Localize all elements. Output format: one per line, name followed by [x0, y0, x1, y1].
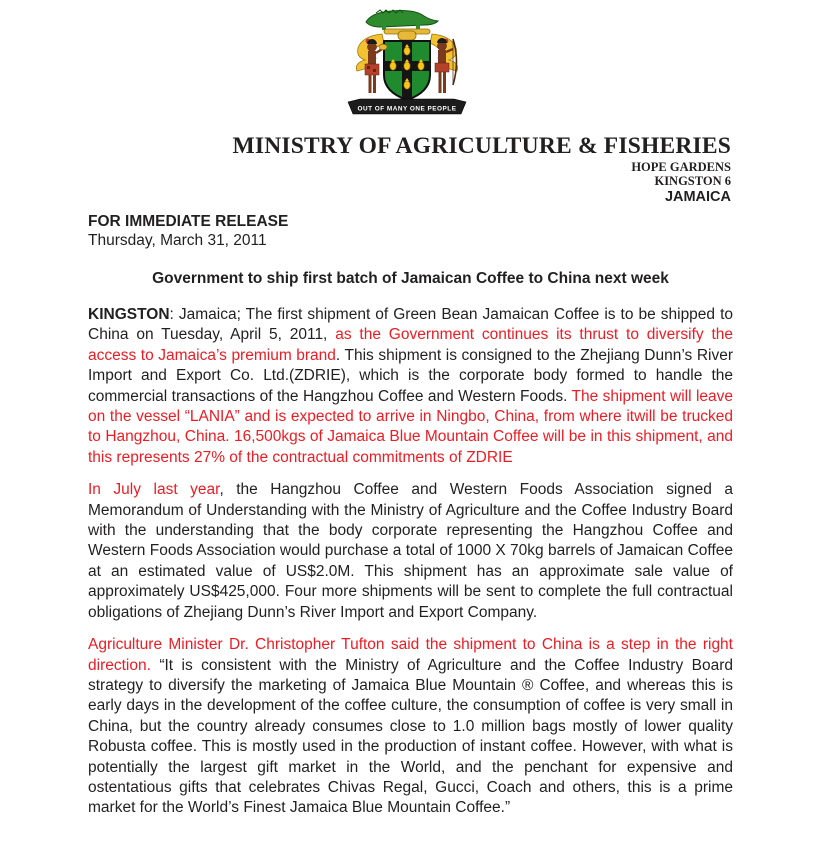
p1-run-1: : Jamaica; The first shipment of Green Bean Jamaican Coffee is to be shipped to China on Tuesday, April 5, 2011,	[88, 306, 733, 344]
headline: Government to ship first batch of Jamaican Coffee to China next week	[152, 270, 669, 287]
release-date: Thursday, March 31, 2011	[88, 232, 267, 249]
address-line-1: HOPE GARDENS	[631, 160, 731, 174]
motto-text: OUT OF MANY ONE PEOPLE	[357, 105, 456, 113]
jamaica-coat-of-arms-icon	[332, 5, 482, 117]
dateline-city: KINGSTON	[88, 306, 170, 323]
coat-of-arms-logo	[0, 0, 813, 117]
p1-run-3: . This shipment is consigned to the Zhejiang Dunn’s River Import and Export Co. Ltd.(ZDRIE), which is the corporate body formed to handle the commercial transactions of the Hangzhou Coffee and Western Foods.	[88, 346, 733, 405]
paragraph-minister-quote	[88, 635, 733, 819]
ministry-title: MINISTRY OF AGRICULTURE & FISHERIES	[232, 133, 731, 159]
paragraph-kingston	[88, 305, 733, 468]
release-meta	[88, 212, 733, 250]
p3-run-0-red: Agriculture Minister Dr. Christopher Tufton said the shipment to China is a step in the right direction.	[88, 636, 733, 674]
paragraph-mou	[88, 480, 733, 623]
p1-run-4-red: The shipment will leave on the vessel “LANIA” and is expected to arrive in Ningbo, China, from where itwill be trucked to Hangzhou, China. 16,500kgs of Jamaica Blue Mountain Coffee will be in this shipment, and this represents 27% of the contractual commitments of ZDRIE	[88, 387, 733, 466]
male-supporter-icon	[435, 38, 457, 93]
p1-run-2-red: as the Government continues its thrust to diversify the access to Jamaica’s premium brand	[88, 326, 734, 364]
motto-ribbon-icon	[348, 99, 466, 114]
p2-run-0-red: In July last year	[88, 481, 220, 499]
letterhead	[88, 132, 731, 206]
shield-icon	[384, 41, 430, 103]
address-country: JAMAICA	[664, 189, 731, 205]
crocodile-crest-icon	[366, 10, 438, 30]
p3-run-1: “It is consistent with the Ministry of Agriculture and the Coffee Industry Board strategy to diversify the marketing of Jamaica Blue Mountain ® Coffee, and whereas this is early days in the development of the coffee culture, the consumption of coffee is very small in China, but the country already consumes close to 1.0 million bags mostly of lower quality Robusta coffee. This is mostly used in the production of instant coffee. However, with what is potentially the largest gift market in the World, and the penchant for expensive and ostentatious gifts that celebrates Chivas Regal, Gucci, Coach and others, this is a prime market for the World’s Finest Jamaica Blue Mountain Coffee.”	[88, 656, 733, 817]
body-text	[88, 305, 733, 819]
p2-run-1: , the Hangzhou Coffee and Western Foods Association signed a Memorandum of Understanding with the Ministry of Agriculture and the Coffee Industry Board with the understanding that the body corporate representing the Hangzhou Coffee and Western Foods Association would purchase a total of 1000 X 70kg barrels of Jamaican Coffee at an estimated value of US$2.0M. This shipment has an approximate sale value of approximately US$425,000. Four more shipments will be sent to complete the full contractual obligations of Zhejiang Dunn’s River Import and Export Company.	[88, 481, 733, 621]
address-line-2: KINGSTON 6	[654, 174, 731, 188]
release-label: FOR IMMEDIATE RELEASE	[88, 213, 289, 230]
